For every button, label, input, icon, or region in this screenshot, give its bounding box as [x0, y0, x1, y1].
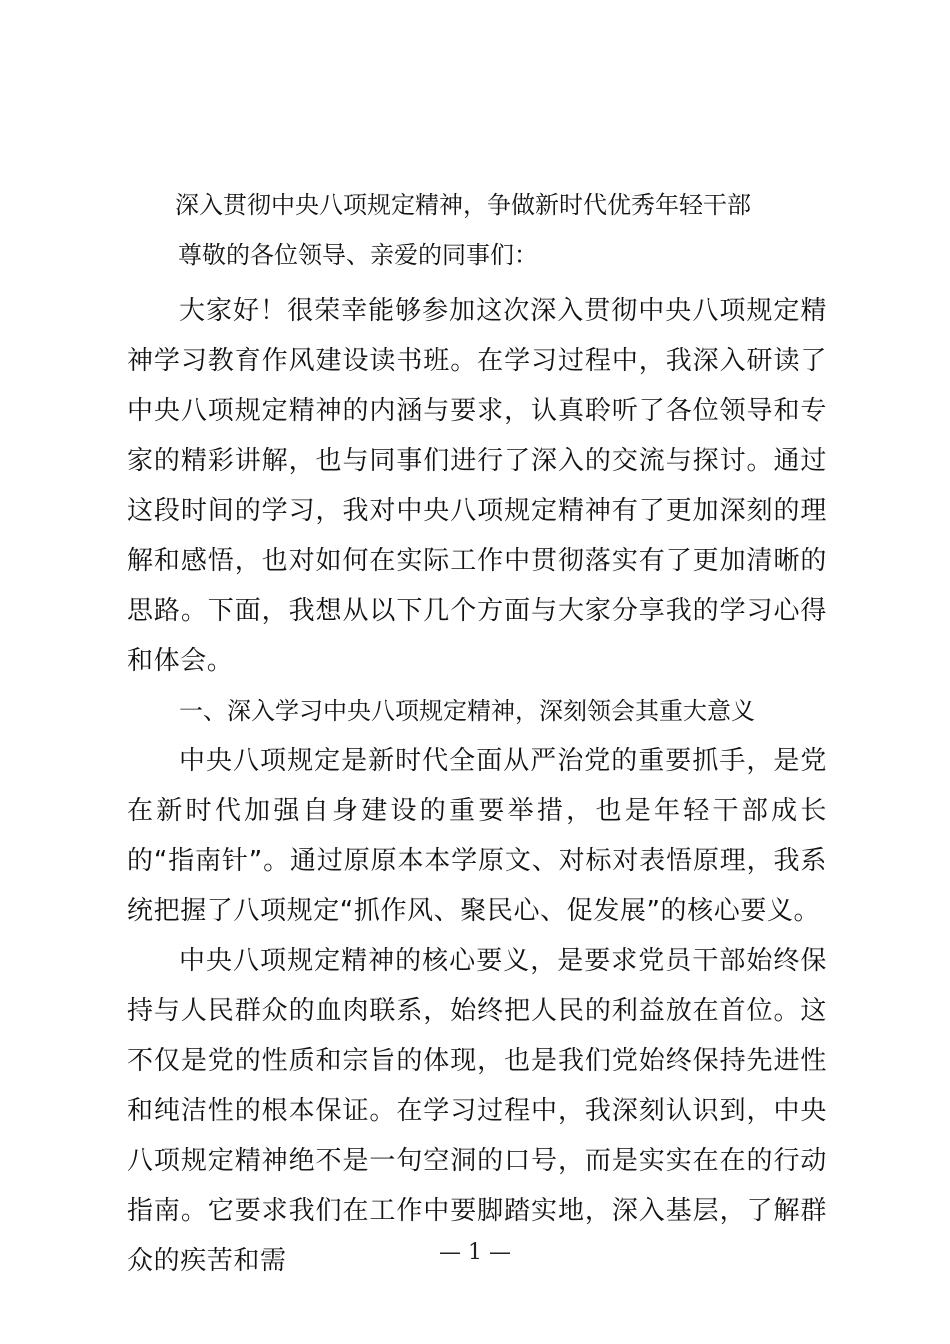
- section-paragraph: 中央八项规定精神的核心要义，是要求党员干部始终保持与人民群众的血肉联系，始终把人民的利益放在首位。这不仅是党的性质和宗旨的体现，也是我们党始终保持先进性和纯洁性的根本保证。在学习过程中，我深刻认识到，中央八项规定精神绝不是一句空洞的口号，而是实实在在的行动指南。它要求我们在工作中要脚踏实地，深入基层，了解群众的疾苦和需: [127, 946, 827, 1276]
- section-heading: 一、深入学习中央八项规定精神，深刻领会其重大意义: [179, 697, 755, 725]
- salutation: 尊敬的各位领导、亲爱的同事们：: [178, 241, 538, 269]
- intro-paragraph: 大家好！很荣幸能够参加这次深入贯彻中央八项规定精神学习教育作风建设读书班。在学习过程中，我深入研读了中央八项规定精神的内涵与要求，认真聆听了各位领导和专家的精彩讲解，也与同事们进行了深入的交流与探讨。通过这段时间的学习，我对中央八项规定精神有了更加深刻的理解和感悟，也对如何在实际工作中贯彻落实有了更加清晰的思路。下面，我想从以下几个方面与大家分享我的学习心得和体会。: [127, 296, 827, 676]
- document-body: [127, 286, 827, 1286]
- section-paragraph: 中央八项规定是新时代全面从严治党的重要抓手，是党在新时代加强自身建设的重要举措，也是年轻干部成长的“指南针”。通过原原本本学原文、对标对表悟原理，我系统把握了八项规定“抓作风、聚民心、促发展”的核心要义。: [127, 746, 827, 926]
- document-title: 深入贯彻中央八项规定精神，争做新时代优秀年轻干部: [175, 191, 751, 219]
- page-number: — 1 —: [439, 1240, 511, 1265]
